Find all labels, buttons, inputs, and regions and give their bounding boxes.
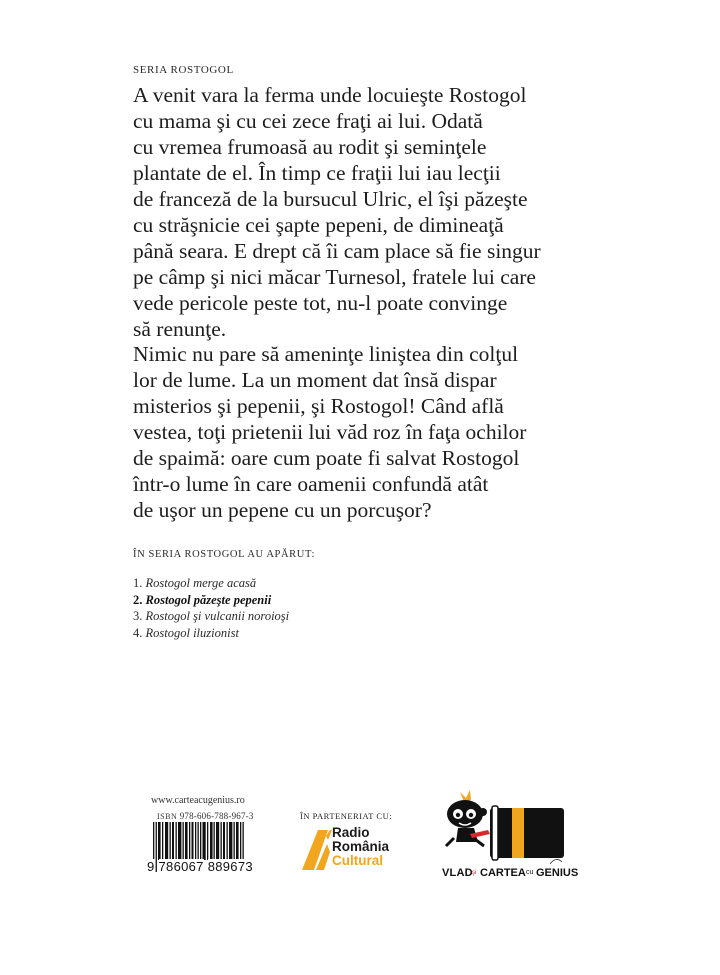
text-line: misterios şi pepenii, şi Rostogol! Când află xyxy=(133,394,504,418)
svg-text:VLAD: VLAD xyxy=(442,867,473,879)
text-line: să renunţe. xyxy=(133,317,227,341)
text-line: lor de lume. La un moment dat însă dispar xyxy=(133,368,497,392)
text-line: într-o lume în care oamenii confundă atât xyxy=(133,472,489,496)
book-title: Rostogol merge acasă xyxy=(145,576,257,590)
book-title: Rostogol iluzionist xyxy=(145,625,239,640)
radio-logo-line-3: Cultural xyxy=(332,853,384,868)
book-number: 1. xyxy=(133,576,143,590)
partner-label: ÎN PARTENERIAT CU: xyxy=(300,811,393,821)
text-line: Nimic nu pare să ameninţe liniştea din colţul xyxy=(133,342,519,366)
isbn-prefix: ISBN xyxy=(157,812,178,821)
text-line: cu străşnicie cei şapte pepeni, de dimineaţă xyxy=(133,213,504,237)
text-line: de uşor un pepene cu un porcuşor? xyxy=(133,498,432,522)
series-label: SERIA ROSTOGOL xyxy=(133,64,234,76)
svg-text:şi: şi xyxy=(472,870,477,876)
text-line: de franceză de la bursucul Ulric, el îşi păzeşte xyxy=(133,187,528,211)
text-line: pe câmp şi nici măcar Turnesol, fratele lui care xyxy=(133,265,536,289)
svg-text:cu: cu xyxy=(526,869,534,876)
text-line: A venit vara la ferma unde locuieşte Rostogol xyxy=(133,83,527,107)
description-paragraph-2 xyxy=(133,341,603,523)
barcode-first-digit: 9 xyxy=(147,859,155,874)
isbn-number: 978-606-788-967-3 xyxy=(179,811,254,821)
book-item-2-current xyxy=(133,592,289,609)
barcode-group-1: 786067 xyxy=(158,859,204,874)
book-item-3 xyxy=(133,608,289,625)
text-line: cu vremea frumoasă au rodit şi seminţele xyxy=(133,135,487,159)
text-line: cu mama şi cu cei zece fraţi ai lui. Odată xyxy=(133,109,483,133)
barcode-group-2: 889673 xyxy=(207,859,253,874)
book-number: 3. xyxy=(133,609,143,623)
text-line: de spaimă: oare cum poate fi salvat Rostogol xyxy=(133,446,520,470)
book-item-4 xyxy=(133,625,289,642)
book-title: Rostogol şi vulcanii noroioşi xyxy=(145,609,290,623)
svg-text:CARTEA: CARTEA xyxy=(480,867,526,879)
website-link[interactable]: www.carteacugenius.ro xyxy=(151,795,245,806)
book-title: Rostogol păzeşte pepenii xyxy=(145,592,272,607)
series-heading: ÎN SERIA ROSTOGOL AU APĂRUT: xyxy=(133,549,315,560)
svg-text:GENIUS: GENIUS xyxy=(536,867,579,879)
book-number: 2. xyxy=(133,592,143,607)
book-number: 4. xyxy=(133,625,143,640)
radio-logo-line-1: Radio xyxy=(332,825,370,840)
radio-logo-line-2: România xyxy=(332,839,390,854)
vlad-si-cartea-cu-genius-logo-icon xyxy=(440,790,585,880)
isbn-text xyxy=(157,811,254,821)
text-line: până seara. E drept că îi cam place să fie singur xyxy=(133,239,541,263)
radio-logo-text xyxy=(332,826,389,868)
book-item-1 xyxy=(133,575,289,592)
text-line: vede pericole peste tot, nu-l poate convinge xyxy=(133,291,508,315)
book-list xyxy=(133,575,289,641)
text-line: vestea, toţi prietenii lui văd roz în faţa ochilor xyxy=(133,420,527,444)
description-paragraph-1 xyxy=(133,82,603,342)
text-line: plantate de el. În timp ce fraţii lui iau lecţii xyxy=(133,161,501,185)
barcode-digits xyxy=(147,859,253,874)
